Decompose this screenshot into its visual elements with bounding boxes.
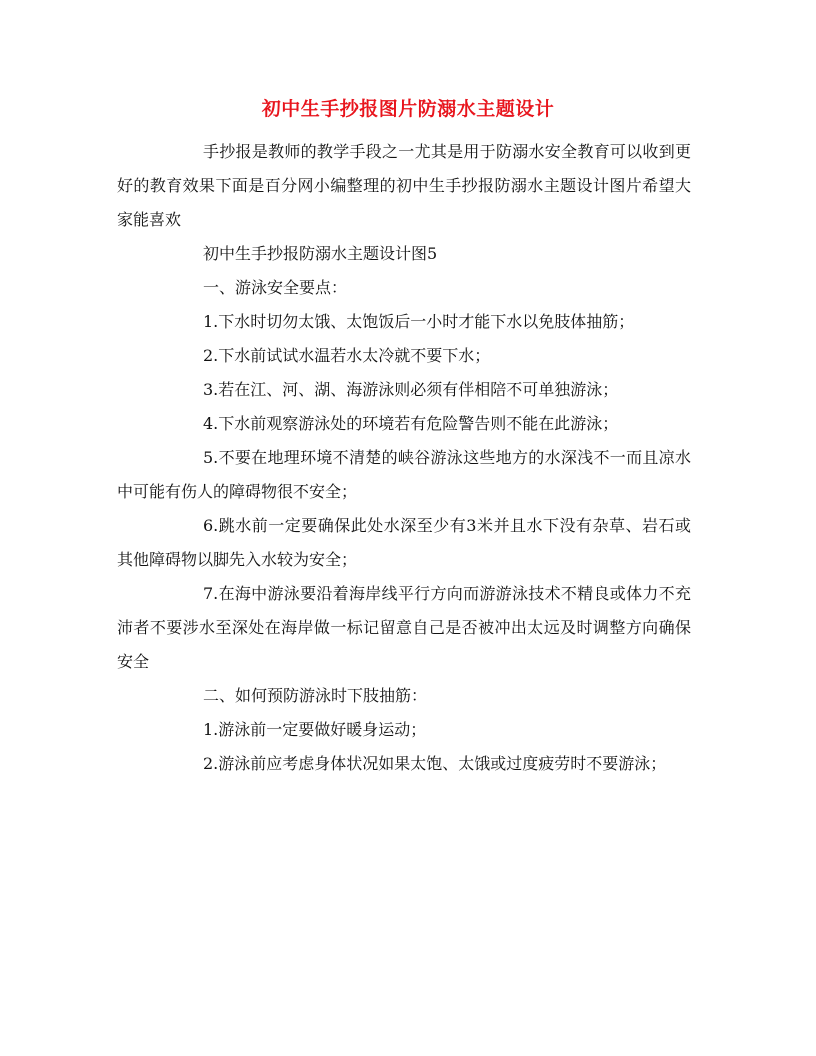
list-item: 2.游泳前应考虑身体状况如果太饱、太饿或过度疲劳时不要游泳； xyxy=(203,754,667,773)
section-heading-cramp: 二、如何预防游泳时下肢抽筋： xyxy=(203,686,428,705)
list-item: 1.游泳前一定要做好暖身运动； xyxy=(203,720,427,739)
list-item: 3.若在江、河、湖、海游泳则必须有伴相陪不可单独游泳； xyxy=(203,380,619,399)
list-item: 6.跳水前一定要确保此处水深至少有3米并且水下没有杂草、岩石或其他障碍物以脚先入水较为安全； xyxy=(117,516,691,569)
list-item: 7.在海中游泳要沿着海岸线平行方向而游游泳技术不精良或体力不充沛者不要涉水至深处在海岸做一标记留意自己是否被冲出太远及时调整方向确保安全 xyxy=(117,584,691,671)
list-item: 2.下水前试试水温若水太冷就不要下水； xyxy=(203,346,491,365)
figure-caption: 初中生手抄报防溺水主题设计图5 xyxy=(203,244,438,263)
document-title: 初中生手抄报图片防溺水主题设计 xyxy=(261,98,555,120)
list-item: 1.下水时切勿太饿、太饱饭后一小时才能下水以免肢体抽筋； xyxy=(203,312,635,331)
intro-paragraph: 手抄报是教师的教学手段之一尤其是用于防溺水安全教育可以收到更好的教育效果下面是百分网小编整理的初中生手抄报防溺水主题设计图片希望大家能喜欢 xyxy=(117,142,691,229)
section-heading-safety: 一、游泳安全要点： xyxy=(203,278,348,297)
list-item: 5.不要在地理环境不清楚的峡谷游泳这些地方的水深浅不一而且凉水中可能有伤人的障碍物很不安全； xyxy=(117,448,691,501)
document-body xyxy=(117,135,691,781)
list-item: 4.下水前观察游泳处的环境若有危险警告则不能在此游泳； xyxy=(203,414,619,433)
